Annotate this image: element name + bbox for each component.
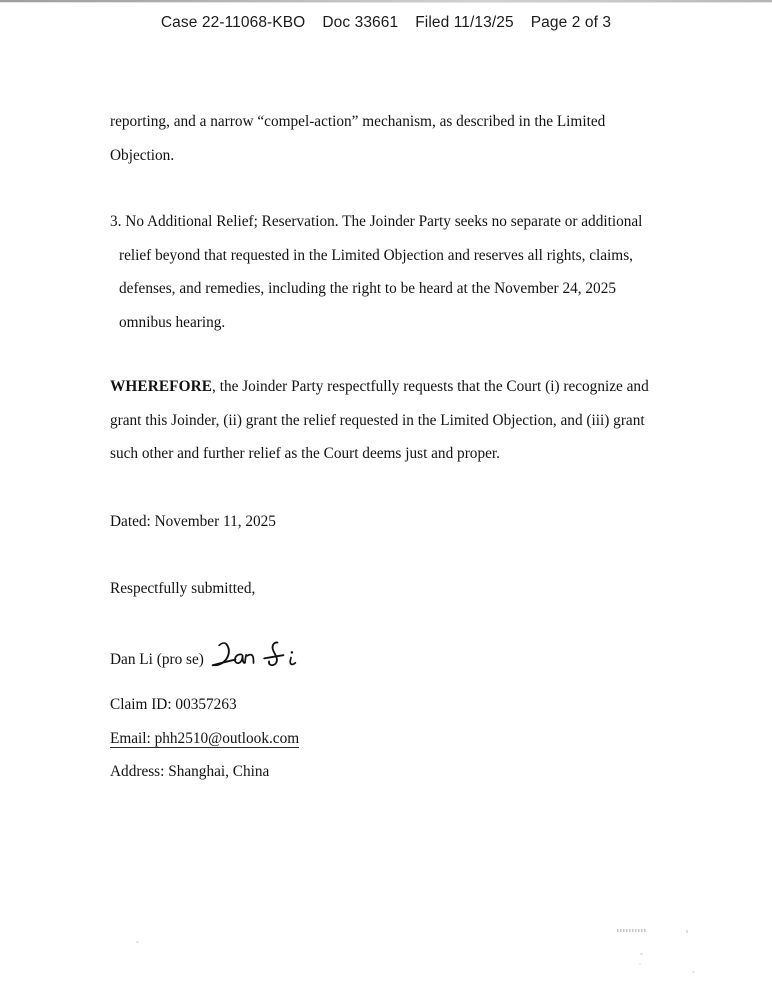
wherefore-lead: WHEREFORE: [110, 378, 213, 395]
respectfully-submitted-line: [110, 572, 655, 606]
paragraph-wherefore: [110, 370, 655, 471]
paragraph-continued: [110, 105, 655, 172]
scan-speck: [640, 953, 643, 955]
scan-top-edge-soft: [0, 2, 772, 3]
ecf-header-stamp: [0, 14, 772, 32]
wherefore-rest: , the Joinder Party respectfully requests that the Court (i) recognize and grant this Joinder, (ii) grant the relief requested in the Limited Objection, and (iii) grant such other and further relief as the Court deems just and proper.: [110, 378, 649, 463]
email-line: [110, 722, 655, 756]
scan-speck: [686, 930, 688, 933]
dated-text: Dated: November 11, 2025: [110, 513, 276, 530]
signer-name: Dan Li (pro se): [110, 651, 204, 668]
ecf-filed-date: Filed 11/13/25: [415, 14, 514, 31]
scan-smudge-artifact: [617, 929, 646, 932]
paragraph-3-text: 3. No Additional Relief; Reservation. The Joinder Party seeks no separate or additional relief beyond that requested in the Limited Objection and reserves all rights, claims, defenses, and remedies, including the right to be heard at the November 24, 2025 omnibus hearing.: [110, 213, 643, 331]
address-line: [110, 755, 655, 789]
ecf-page-number: Page 2 of 3: [530, 14, 612, 31]
claim-id-line: [110, 688, 655, 722]
paragraph-continued-text: reporting, and a narrow “compel-action” mechanism, as described in the Limited Objection.: [110, 113, 606, 164]
scan-speck: [692, 971, 695, 973]
scan-speck: [136, 941, 139, 943]
scan-speck: [639, 963, 641, 965]
email-text: Email: phh2510@outlook.com: [110, 730, 300, 747]
ecf-case-number: Case 22-11068-KBO: [160, 14, 306, 31]
respectfully-submitted-text: Respectfully submitted,: [110, 580, 256, 597]
dated-line: [110, 505, 655, 539]
ecf-doc-number: Doc 33661: [322, 14, 399, 31]
paragraph-3-no-additional-relief: [110, 205, 664, 339]
address-text: Address: Shanghai, China: [110, 763, 270, 780]
signature-row: [110, 636, 530, 682]
claim-id-text: Claim ID: 00357263: [110, 696, 237, 713]
handwritten-signature-icon: [210, 636, 306, 680]
